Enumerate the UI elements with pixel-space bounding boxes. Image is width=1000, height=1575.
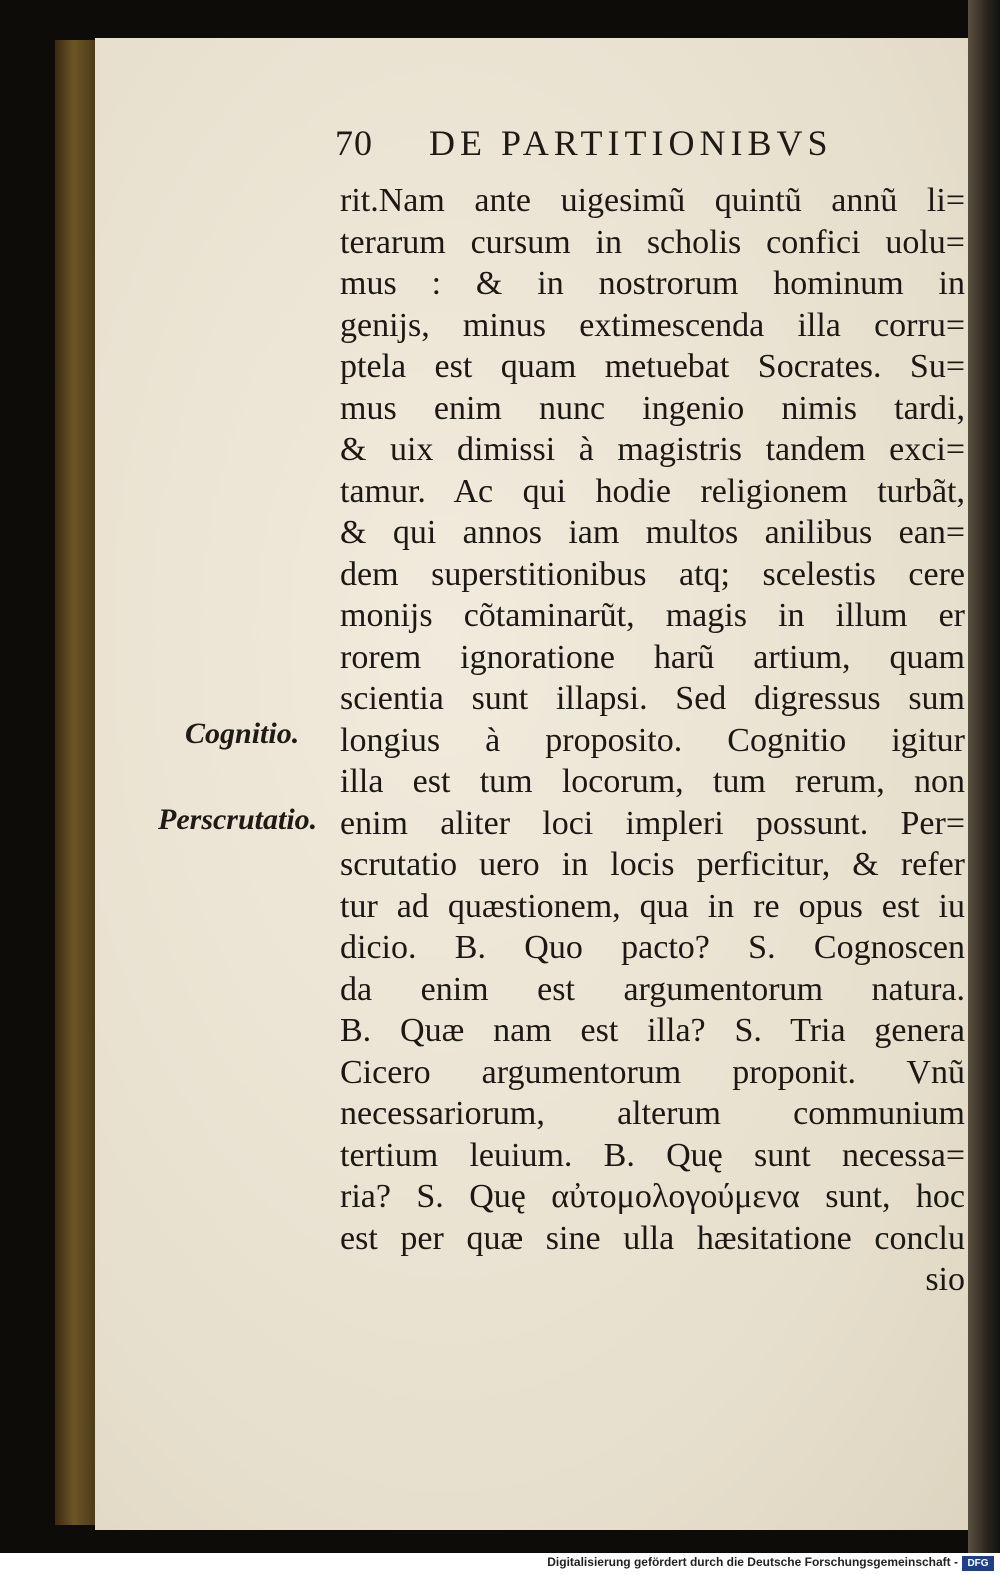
text-line: mus enim nunc ingenio nimis tardi, bbox=[340, 389, 965, 427]
footer-credit: Digitalisierung gefördert durch die Deutsche Forschungsgemeinschaft - bbox=[547, 1555, 958, 1569]
right-page-edge bbox=[968, 0, 1000, 1560]
text-line: enim aliter loci impleri possunt. Per= bbox=[340, 804, 965, 842]
dfg-logo: DFG bbox=[962, 1556, 994, 1571]
text-line: dicio. B. Quo pacto? S. Cognoscen bbox=[340, 929, 965, 966]
footer-strip bbox=[0, 1553, 1000, 1575]
text-line: necessariorum, alterum communium bbox=[340, 1095, 965, 1132]
catchword: sio bbox=[925, 1261, 965, 1298]
text-line: scientia sunt illapsi. Sed digressus sum bbox=[340, 680, 965, 717]
text-line: mus : & in nostrorum hominum in bbox=[340, 265, 965, 302]
text-line: terarum cursum in scholis confici uolu= bbox=[340, 223, 965, 261]
running-head bbox=[335, 122, 935, 172]
text-line: B. Quæ nam est illa? S. Tria genera bbox=[340, 1012, 965, 1049]
running-title: DE PARTITIONIBVS bbox=[429, 123, 833, 163]
text-line: scrutatio uero in locis perficitur, & refer bbox=[340, 846, 965, 883]
text-block bbox=[340, 180, 965, 1301]
text-line: da enim est argumentorum natura. bbox=[340, 970, 965, 1008]
text-line: tertium leuium. B. Quę sunt necessa= bbox=[340, 1136, 965, 1174]
text-line: & qui annos iam multos anilibus ean= bbox=[340, 514, 965, 551]
margin-note-cognitio: Cognitio. bbox=[185, 717, 300, 750]
text-line: dem superstitionibus atq; scelestis cere bbox=[340, 555, 965, 593]
text-line: genijs, minus extimescenda illa corru= bbox=[340, 306, 965, 344]
text-line: tur ad quæstionem, qua in re opus est iu bbox=[340, 887, 965, 925]
text-line: tamur. Ac qui hodie religionem turbãt, bbox=[340, 472, 965, 510]
margin-note-perscrutatio: Perscrutatio. bbox=[158, 803, 318, 836]
text-line: illa est tum locorum, tum rerum, non bbox=[340, 763, 965, 800]
book-edge bbox=[55, 40, 97, 1525]
text-line: longius à proposito. Cognitio igitur bbox=[340, 721, 965, 759]
text-line: monijs cõtaminarũt, magis in illum er bbox=[340, 597, 965, 634]
text-line: rorem ignoratione harũ artium, quam bbox=[340, 638, 965, 676]
text-line: est per quæ sine ulla hæsitatione conclu bbox=[340, 1219, 965, 1257]
text-line: Cicero argumentorum proponit. Vnũ bbox=[340, 1053, 965, 1091]
text-line: rit.Nam ante uigesimũ quintũ annũ li= bbox=[340, 182, 965, 219]
page-number: 70 bbox=[335, 123, 373, 163]
text-line: & uix dimissi à magistris tandem exci= bbox=[340, 431, 965, 468]
text-line: ptela est quam metuebat Socrates. Su= bbox=[340, 348, 965, 385]
text-line: ria? S. Quę αὐτομολογούμενα sunt, hoc bbox=[340, 1178, 965, 1215]
